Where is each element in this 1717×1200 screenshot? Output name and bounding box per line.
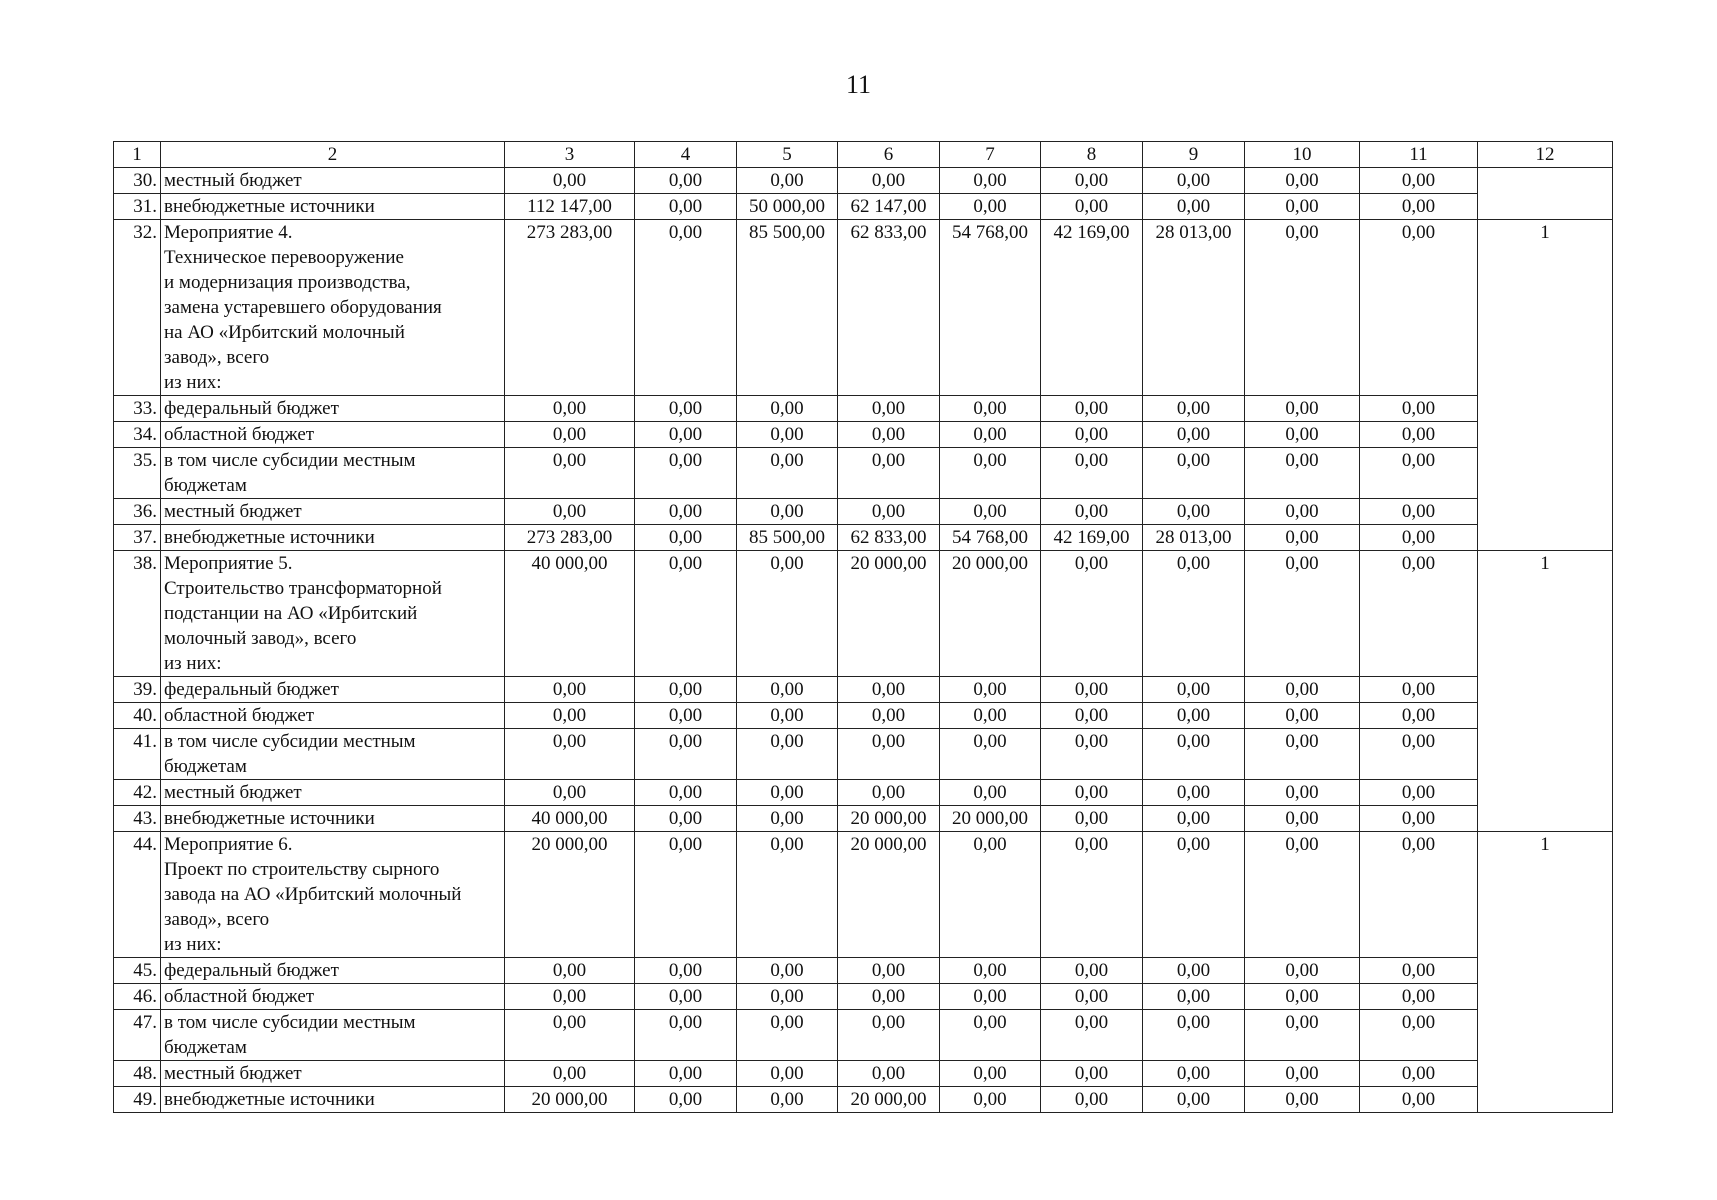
value-cell: 0,00 (635, 806, 737, 832)
value-cell: 20 000,00 (505, 1087, 635, 1113)
value-cell: 20 000,00 (940, 551, 1041, 677)
value-cell: 62 833,00 (838, 220, 940, 396)
value-cell: 0,00 (940, 958, 1041, 984)
value-cell: 0,00 (940, 499, 1041, 525)
row-label-line: федеральный бюджет (164, 398, 339, 419)
column-12-cell: 1 (1478, 551, 1613, 832)
value-cell: 0,00 (505, 1010, 635, 1061)
value-cell: 0,00 (940, 832, 1041, 958)
value-cell: 0,00 (1245, 396, 1360, 422)
value-cell: 0,00 (1245, 832, 1360, 958)
value-cell: 0,00 (1360, 1010, 1478, 1061)
row-label (161, 729, 505, 780)
row-label (161, 1087, 505, 1113)
value-cell: 0,00 (1360, 729, 1478, 780)
value-cell: 0,00 (838, 703, 940, 729)
value-cell: 0,00 (737, 984, 838, 1010)
value-cell: 0,00 (737, 703, 838, 729)
row-label (161, 780, 505, 806)
value-cell: 0,00 (737, 1010, 838, 1061)
row-number: 36. (114, 499, 161, 525)
value-cell: 0,00 (838, 958, 940, 984)
column-number-header-row (114, 142, 1613, 168)
value-cell: 0,00 (1041, 984, 1143, 1010)
value-cell: 62 833,00 (838, 525, 940, 551)
column-number-header: 8 (1041, 142, 1143, 168)
value-cell: 0,00 (505, 1061, 635, 1087)
row-label-line: завод», всего (164, 347, 270, 368)
row-label-line: бюджетам (164, 756, 247, 777)
value-cell: 112 147,00 (505, 194, 635, 220)
table-row (114, 958, 1613, 984)
row-number: 41. (114, 729, 161, 780)
row-label-line: Проект по строительству сырного (164, 859, 440, 880)
value-cell: 0,00 (1360, 194, 1478, 220)
value-cell: 0,00 (1360, 448, 1478, 499)
value-cell: 0,00 (1143, 806, 1245, 832)
value-cell: 0,00 (1245, 780, 1360, 806)
row-label-line: внебюджетные источники (164, 196, 375, 217)
value-cell: 0,00 (1360, 422, 1478, 448)
value-cell: 85 500,00 (737, 220, 838, 396)
value-cell: 0,00 (737, 806, 838, 832)
value-cell: 0,00 (505, 499, 635, 525)
value-cell: 0,00 (1143, 396, 1245, 422)
row-number: 31. (114, 194, 161, 220)
row-label (161, 1010, 505, 1061)
row-label-line: в том числе субсидии местным (164, 450, 416, 471)
row-label-line: внебюджетные источники (164, 808, 375, 829)
row-label-line: Мероприятие 6. (164, 834, 293, 855)
value-cell: 0,00 (635, 525, 737, 551)
table-row (114, 1061, 1613, 1087)
row-label-line: внебюджетные источники (164, 527, 375, 548)
row-number: 37. (114, 525, 161, 551)
value-cell: 0,00 (1245, 729, 1360, 780)
column-number-header: 9 (1143, 142, 1245, 168)
value-cell: 0,00 (737, 1061, 838, 1087)
value-cell: 0,00 (505, 168, 635, 194)
row-label-line: федеральный бюджет (164, 679, 339, 700)
value-cell: 0,00 (1143, 448, 1245, 499)
column-12-cell: 1 (1478, 832, 1613, 1113)
value-cell: 0,00 (1041, 194, 1143, 220)
value-cell: 0,00 (940, 448, 1041, 499)
value-cell: 0,00 (1360, 1087, 1478, 1113)
value-cell: 0,00 (1245, 448, 1360, 499)
row-number: 40. (114, 703, 161, 729)
value-cell: 0,00 (1041, 729, 1143, 780)
budget-table (113, 141, 1613, 1113)
value-cell: 0,00 (1245, 1087, 1360, 1113)
value-cell: 0,00 (1360, 168, 1478, 194)
row-number: 45. (114, 958, 161, 984)
value-cell: 0,00 (635, 1087, 737, 1113)
row-label-line: Мероприятие 4. (164, 222, 293, 243)
value-cell: 0,00 (838, 396, 940, 422)
column-number-header: 6 (838, 142, 940, 168)
value-cell: 0,00 (635, 168, 737, 194)
column-number-header: 10 (1245, 142, 1360, 168)
value-cell: 0,00 (635, 499, 737, 525)
value-cell: 0,00 (1360, 499, 1478, 525)
value-cell: 0,00 (1360, 780, 1478, 806)
value-cell: 0,00 (635, 1061, 737, 1087)
value-cell: 0,00 (1041, 806, 1143, 832)
value-cell: 0,00 (1041, 703, 1143, 729)
row-label (161, 194, 505, 220)
row-label (161, 677, 505, 703)
table-row (114, 220, 1613, 396)
column-number-header: 2 (161, 142, 505, 168)
row-label-line: из них: (164, 372, 222, 393)
value-cell: 0,00 (1360, 396, 1478, 422)
table-row (114, 448, 1613, 499)
value-cell: 0,00 (1360, 551, 1478, 677)
row-number: 48. (114, 1061, 161, 1087)
value-cell: 0,00 (635, 1010, 737, 1061)
value-cell: 0,00 (1143, 499, 1245, 525)
table-row (114, 677, 1613, 703)
value-cell: 20 000,00 (838, 806, 940, 832)
value-cell: 0,00 (1143, 1087, 1245, 1113)
value-cell: 0,00 (1041, 780, 1143, 806)
row-number: 44. (114, 832, 161, 958)
value-cell: 40 000,00 (505, 551, 635, 677)
row-label-line: местный бюджет (164, 501, 302, 522)
value-cell: 0,00 (635, 396, 737, 422)
row-label-line: подстанции на АО «Ирбитский (164, 603, 418, 624)
value-cell: 0,00 (737, 168, 838, 194)
row-number: 47. (114, 1010, 161, 1061)
value-cell: 0,00 (1143, 984, 1245, 1010)
column-number-header: 11 (1360, 142, 1478, 168)
value-cell: 0,00 (1143, 551, 1245, 677)
value-cell: 0,00 (838, 677, 940, 703)
row-label-line: в том числе субсидии местным (164, 731, 416, 752)
row-label (161, 220, 505, 396)
value-cell: 0,00 (505, 703, 635, 729)
value-cell: 0,00 (505, 677, 635, 703)
value-cell: 0,00 (1041, 168, 1143, 194)
value-cell: 0,00 (737, 677, 838, 703)
row-label-line: местный бюджет (164, 1063, 302, 1084)
row-label (161, 806, 505, 832)
value-cell: 0,00 (1041, 396, 1143, 422)
table-row (114, 1010, 1613, 1061)
row-label-line: бюджетам (164, 475, 247, 496)
row-label (161, 168, 505, 194)
row-label-line: молочный завод», всего (164, 628, 357, 649)
row-label (161, 525, 505, 551)
value-cell: 0,00 (505, 984, 635, 1010)
value-cell: 0,00 (1245, 1061, 1360, 1087)
value-cell: 20 000,00 (940, 806, 1041, 832)
value-cell: 0,00 (1143, 677, 1245, 703)
value-cell: 0,00 (940, 984, 1041, 1010)
value-cell: 0,00 (635, 984, 737, 1010)
value-cell: 273 283,00 (505, 525, 635, 551)
value-cell: 0,00 (940, 1061, 1041, 1087)
value-cell: 0,00 (838, 448, 940, 499)
value-cell: 0,00 (635, 551, 737, 677)
value-cell: 0,00 (838, 499, 940, 525)
value-cell: 0,00 (1360, 703, 1478, 729)
value-cell: 0,00 (737, 396, 838, 422)
row-label-line: Техническое перевооружение (164, 247, 404, 268)
row-label-line: замена устаревшего оборудования (164, 297, 442, 318)
row-label (161, 1061, 505, 1087)
value-cell: 0,00 (1245, 499, 1360, 525)
value-cell: 0,00 (1143, 832, 1245, 958)
value-cell: 0,00 (737, 422, 838, 448)
value-cell: 0,00 (635, 703, 737, 729)
value-cell: 0,00 (1360, 677, 1478, 703)
row-label (161, 551, 505, 677)
table-row (114, 499, 1613, 525)
row-label-line: бюджетам (164, 1037, 247, 1058)
table-row (114, 525, 1613, 551)
value-cell: 0,00 (940, 780, 1041, 806)
value-cell: 0,00 (1360, 832, 1478, 958)
row-number: 49. (114, 1087, 161, 1113)
value-cell: 0,00 (1245, 703, 1360, 729)
value-cell: 0,00 (1143, 703, 1245, 729)
value-cell: 0,00 (1360, 958, 1478, 984)
value-cell: 0,00 (1245, 806, 1360, 832)
table-row (114, 168, 1613, 194)
row-label (161, 499, 505, 525)
column-number-header: 7 (940, 142, 1041, 168)
value-cell: 62 147,00 (838, 194, 940, 220)
row-label (161, 832, 505, 958)
column-number-header: 4 (635, 142, 737, 168)
value-cell: 0,00 (737, 499, 838, 525)
row-label-line: местный бюджет (164, 782, 302, 803)
value-cell: 0,00 (1041, 958, 1143, 984)
table-row (114, 194, 1613, 220)
value-cell: 42 169,00 (1041, 525, 1143, 551)
row-number: 30. (114, 168, 161, 194)
value-cell: 0,00 (505, 396, 635, 422)
value-cell: 0,00 (1041, 1087, 1143, 1113)
value-cell: 0,00 (1245, 220, 1360, 396)
row-label-line: и модернизация производства, (164, 272, 411, 293)
column-number-header: 3 (505, 142, 635, 168)
value-cell: 0,00 (1143, 729, 1245, 780)
value-cell: 0,00 (1360, 984, 1478, 1010)
value-cell: 0,00 (1143, 422, 1245, 448)
value-cell: 0,00 (838, 729, 940, 780)
value-cell: 0,00 (635, 832, 737, 958)
value-cell: 0,00 (940, 396, 1041, 422)
value-cell: 0,00 (940, 1010, 1041, 1061)
table-row (114, 703, 1613, 729)
row-number: 32. (114, 220, 161, 396)
value-cell: 0,00 (737, 780, 838, 806)
value-cell: 0,00 (1245, 551, 1360, 677)
value-cell: 0,00 (505, 422, 635, 448)
value-cell: 0,00 (1143, 780, 1245, 806)
value-cell: 0,00 (838, 1010, 940, 1061)
row-number: 33. (114, 396, 161, 422)
row-number: 39. (114, 677, 161, 703)
column-12-cell (1478, 168, 1613, 220)
row-label (161, 448, 505, 499)
row-label-line: внебюджетные источники (164, 1089, 375, 1110)
value-cell: 85 500,00 (737, 525, 838, 551)
value-cell: 0,00 (1041, 1010, 1143, 1061)
value-cell: 0,00 (1143, 194, 1245, 220)
value-cell: 54 768,00 (940, 525, 1041, 551)
value-cell: 0,00 (635, 422, 737, 448)
table-row (114, 780, 1613, 806)
table-row (114, 729, 1613, 780)
value-cell: 0,00 (1143, 958, 1245, 984)
value-cell: 0,00 (838, 1061, 940, 1087)
value-cell: 0,00 (940, 1087, 1041, 1113)
value-cell: 0,00 (505, 729, 635, 780)
value-cell: 0,00 (1245, 984, 1360, 1010)
value-cell: 42 169,00 (1041, 220, 1143, 396)
column-number-header: 1 (114, 142, 161, 168)
table-row (114, 806, 1613, 832)
value-cell: 0,00 (838, 422, 940, 448)
row-label-line: областной бюджет (164, 986, 315, 1007)
value-cell: 0,00 (940, 729, 1041, 780)
value-cell: 0,00 (505, 448, 635, 499)
value-cell: 0,00 (1143, 168, 1245, 194)
row-number: 42. (114, 780, 161, 806)
value-cell: 0,00 (940, 194, 1041, 220)
column-number-header: 5 (737, 142, 838, 168)
column-number-header: 12 (1478, 142, 1613, 168)
row-label-line: на АО «Ирбитский молочный (164, 322, 405, 343)
value-cell: 0,00 (737, 832, 838, 958)
page-number: 11 (845, 70, 872, 99)
value-cell: 0,00 (737, 551, 838, 677)
value-cell: 0,00 (1245, 1010, 1360, 1061)
value-cell: 0,00 (1041, 832, 1143, 958)
value-cell: 0,00 (635, 194, 737, 220)
row-label (161, 958, 505, 984)
value-cell: 0,00 (1360, 525, 1478, 551)
column-12-cell: 1 (1478, 220, 1613, 551)
value-cell: 20 000,00 (505, 832, 635, 958)
value-cell: 0,00 (635, 780, 737, 806)
value-cell: 28 013,00 (1143, 525, 1245, 551)
value-cell: 0,00 (635, 677, 737, 703)
value-cell: 0,00 (505, 958, 635, 984)
value-cell: 0,00 (1041, 551, 1143, 677)
value-cell: 0,00 (1143, 1010, 1245, 1061)
value-cell: 20 000,00 (838, 1087, 940, 1113)
row-number: 46. (114, 984, 161, 1010)
table-row (114, 551, 1613, 677)
row-label-line: из них: (164, 934, 222, 955)
value-cell: 0,00 (635, 958, 737, 984)
value-cell: 0,00 (940, 168, 1041, 194)
table-row (114, 1087, 1613, 1113)
value-cell: 0,00 (737, 958, 838, 984)
value-cell: 54 768,00 (940, 220, 1041, 396)
value-cell: 0,00 (1360, 806, 1478, 832)
row-label-line: федеральный бюджет (164, 960, 339, 981)
row-label (161, 422, 505, 448)
value-cell: 0,00 (1245, 525, 1360, 551)
value-cell: 0,00 (940, 703, 1041, 729)
row-label-line: завода на АО «Ирбитский молочный (164, 884, 462, 905)
value-cell: 0,00 (940, 677, 1041, 703)
value-cell: 0,00 (1041, 499, 1143, 525)
value-cell: 0,00 (1245, 422, 1360, 448)
value-cell: 0,00 (1245, 677, 1360, 703)
value-cell: 0,00 (1245, 194, 1360, 220)
table-body (114, 142, 1613, 1113)
row-label-line: в том числе субсидии местным (164, 1012, 416, 1033)
value-cell: 20 000,00 (838, 832, 940, 958)
table-row (114, 396, 1613, 422)
value-cell: 0,00 (635, 220, 737, 396)
row-number: 38. (114, 551, 161, 677)
value-cell: 50 000,00 (737, 194, 838, 220)
row-label-line: местный бюджет (164, 170, 302, 191)
row-label (161, 984, 505, 1010)
row-number: 43. (114, 806, 161, 832)
value-cell: 0,00 (1041, 677, 1143, 703)
value-cell: 0,00 (1041, 1061, 1143, 1087)
row-label-line: областной бюджет (164, 424, 315, 445)
value-cell: 0,00 (1143, 1061, 1245, 1087)
value-cell: 0,00 (1041, 448, 1143, 499)
value-cell: 0,00 (838, 168, 940, 194)
value-cell: 0,00 (505, 780, 635, 806)
value-cell: 0,00 (1245, 958, 1360, 984)
value-cell: 0,00 (838, 780, 940, 806)
value-cell: 0,00 (635, 729, 737, 780)
value-cell: 0,00 (838, 984, 940, 1010)
value-cell: 20 000,00 (838, 551, 940, 677)
value-cell: 273 283,00 (505, 220, 635, 396)
row-label-line: завод», всего (164, 909, 270, 930)
row-label (161, 396, 505, 422)
value-cell: 28 013,00 (1143, 220, 1245, 396)
value-cell: 0,00 (1360, 1061, 1478, 1087)
row-label (161, 703, 505, 729)
row-number: 35. (114, 448, 161, 499)
value-cell: 0,00 (737, 729, 838, 780)
row-label-line: Мероприятие 5. (164, 553, 293, 574)
row-number: 34. (114, 422, 161, 448)
value-cell: 40 000,00 (505, 806, 635, 832)
table-row (114, 422, 1613, 448)
row-label-line: из них: (164, 653, 222, 674)
value-cell: 0,00 (635, 448, 737, 499)
value-cell: 0,00 (1360, 220, 1478, 396)
value-cell: 0,00 (737, 448, 838, 499)
table-row (114, 832, 1613, 958)
value-cell: 0,00 (1041, 422, 1143, 448)
table-row (114, 984, 1613, 1010)
row-label-line: областной бюджет (164, 705, 315, 726)
value-cell: 0,00 (1245, 168, 1360, 194)
value-cell: 0,00 (940, 422, 1041, 448)
row-label-line: Строительство трансформаторной (164, 578, 442, 599)
value-cell: 0,00 (737, 1087, 838, 1113)
